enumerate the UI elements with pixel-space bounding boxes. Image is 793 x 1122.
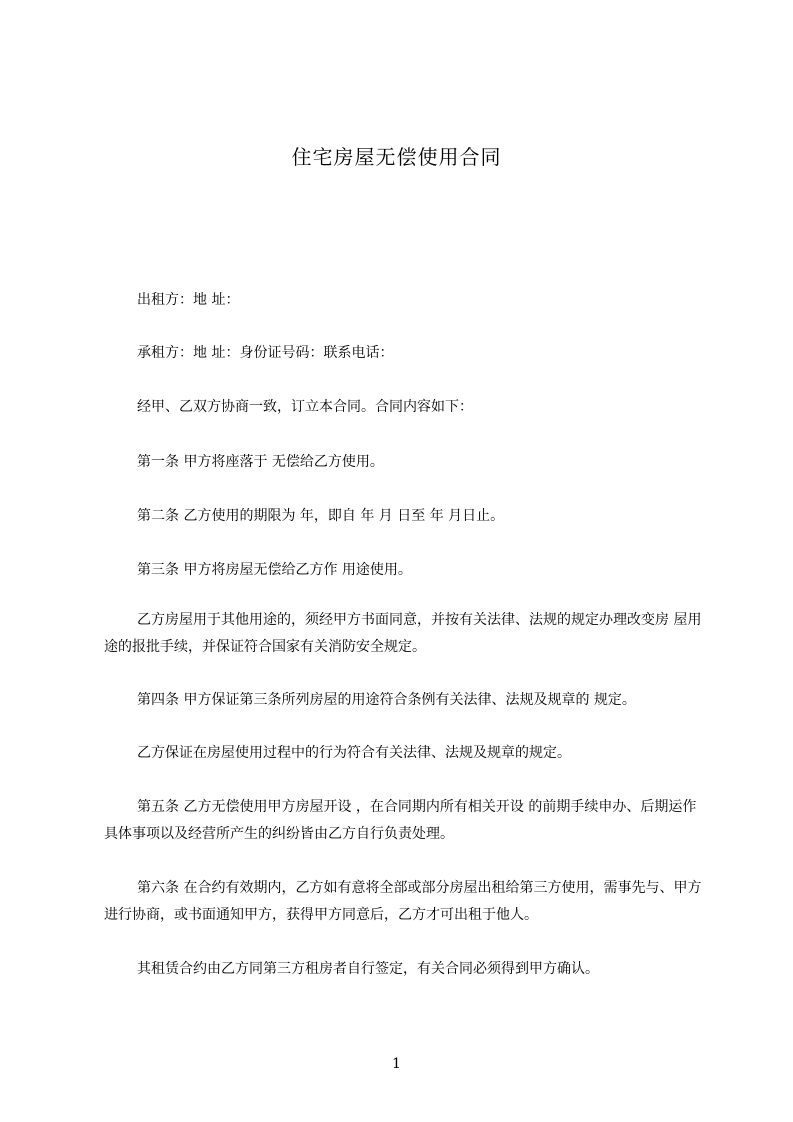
paragraph-article-2: 第二条 乙方使用的期限为 年，即自 年 月 日至 年 月日止。 xyxy=(137,508,505,524)
paragraph-article-4: 第四条 甲方保证第三条所列房屋的用途符合条例有关法律、法规及规章的 规定。 xyxy=(137,692,636,708)
paragraph-lessor: 出租方：地 址： xyxy=(137,292,240,308)
paragraph-article-1: 第一条 甲方将座落于 无偿给乙方使用。 xyxy=(137,454,384,470)
paragraph-lessee: 承租方：地 址：身份证号码：联系电话： xyxy=(137,345,394,361)
paragraph-article-5: 第五条 乙方无偿使用甲方房屋开设 ，在合同期内所有相关开设 的前期手续申办、后期运作具体事项以及经营所产生的纠纷皆由乙方自行负责处理。 xyxy=(104,799,697,842)
paragraph-article-3-usage-change: 乙方房屋用于其他用途的，须经甲方书面同意，并按有关法律、法规的规定办理改变房 屋用途的报批手续，并保证符合国家有关消防安全规定。 xyxy=(104,612,702,655)
document-title: 住宅房屋无偿使用合同 xyxy=(291,145,502,169)
page-number: 1 xyxy=(392,1056,401,1072)
paragraph-preamble: 经甲、乙双方协商一致，订立本合同。合同内容如下： xyxy=(137,399,473,415)
paragraph-article-4-lessee: 乙方保证在房屋使用过程中的行为符合有关法律、法规及规章的规定。 xyxy=(137,745,571,761)
paragraph-article-6: 第六条 在合约有效期内，乙方如有意将全部或部分房屋出租给第三方使用，需事先与、甲方进行协商，或书面通知甲方，获得甲方同意后，乙方才可出租于他人。 xyxy=(104,880,702,923)
paragraph-article-3: 第三条 甲方将房屋无偿给乙方作 用途使用。 xyxy=(137,562,412,578)
paragraph-article-6-sublease: 其租赁合约由乙方同第三方租房者自行签定，有关合同必须得到甲方确认。 xyxy=(137,961,599,977)
